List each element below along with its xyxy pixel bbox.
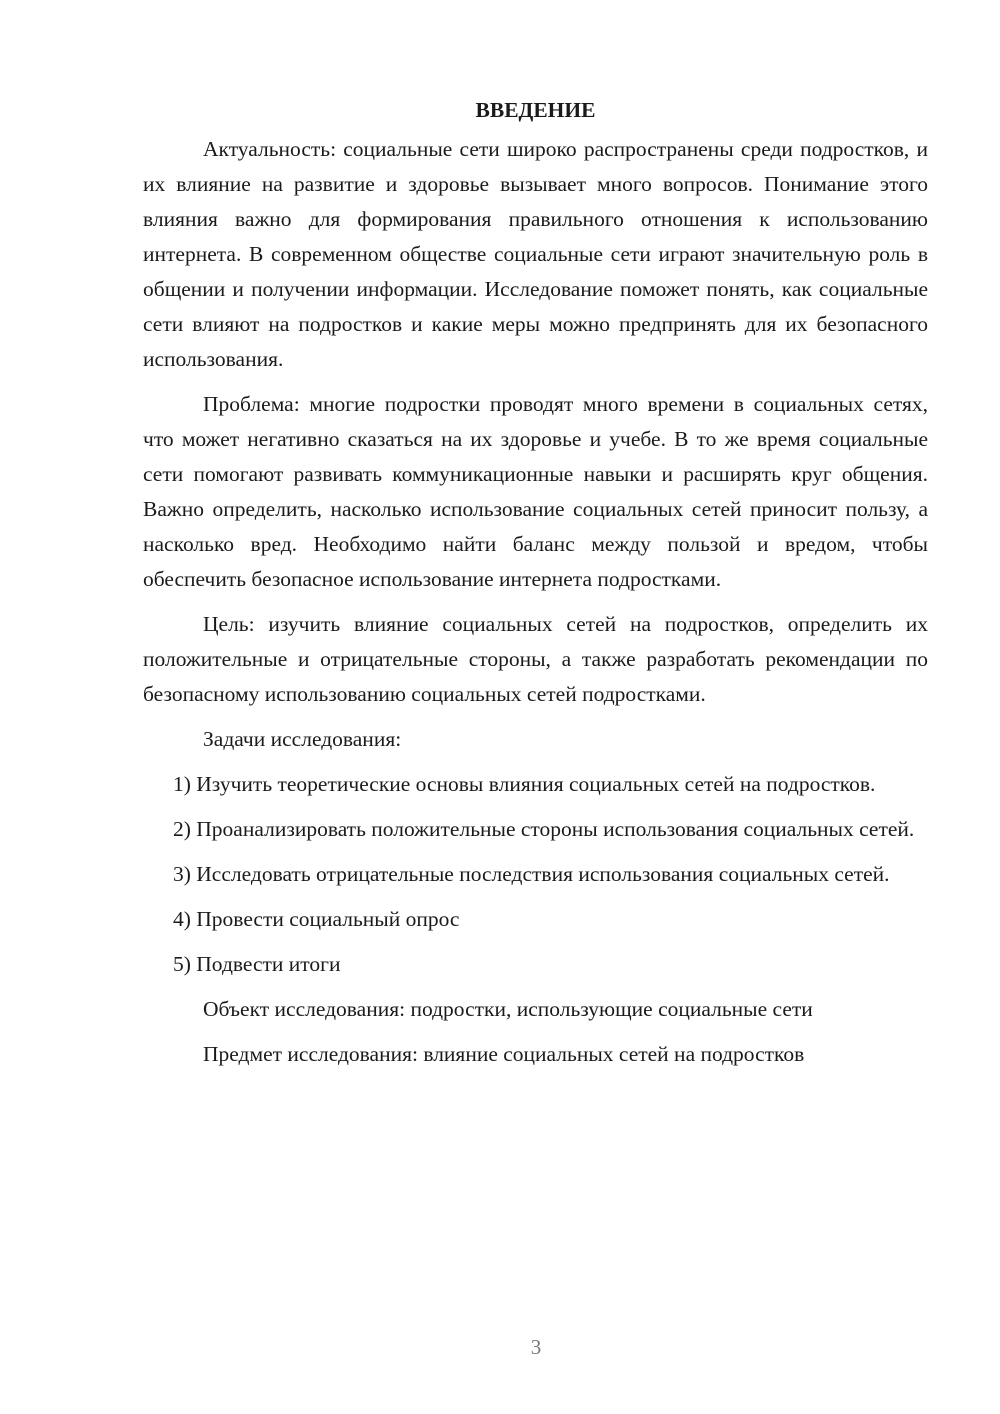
research-object: Объект исследования: подростки, использующие социальные сети	[203, 997, 813, 1021]
task-item: 4) Провести социальный опрос	[173, 907, 460, 931]
page-title: ВВЕДЕНИЕ	[475, 98, 596, 122]
goal-paragraph: Цель: изучить влияние социальных сетей на подростков, определить их положительные и отрицательные стороны, а также разработать рекомендации по безопасному использованию социальных сетей подростками.	[143, 612, 928, 706]
task-item: 3) Исследовать отрицательные последствия использования социальных сетей.	[173, 862, 890, 886]
page-content	[143, 92, 928, 1082]
research-subject: Предмет исследования: влияние социальных сетей на подростков	[203, 1042, 805, 1066]
task-item: 5) Подвести итоги	[173, 952, 341, 976]
page-number: 3	[530, 1335, 542, 1359]
task-item: 2) Проанализировать положительные стороны использования социальных сетей.	[173, 817, 915, 841]
task-item: 1) Изучить теоретические основы влияния социальных сетей на подростков.	[173, 772, 876, 796]
problem-paragraph: Проблема: многие подростки проводят много времени в социальных сетях, что может негативно сказаться на их здоровье и учебе. В то же время социальные сети помогают развивать коммуникационные навыки и расширять круг общения. Важно определить, насколько использование социальных сетей приносит пользу, а насколько вред. Необходимо найти баланс между пользой и вредом, чтобы обеспечить безопасное использование интернета подростками.	[143, 392, 928, 591]
tasks-heading: Задачи исследования:	[203, 727, 402, 751]
relevance-paragraph: Актуальность: социальные сети широко распространены среди подростков, и их влияние на развитие и здоровье вызывает много вопросов. Понимание этого влияния важно для формирования правильного отношения к использованию интернета. В современном обществе социальные сети играют значительную роль в общении и получении информации. Исследование поможет понять, как социальные сети влияют на подростков и какие меры можно предпринять для их безопасного использования.	[143, 137, 928, 371]
